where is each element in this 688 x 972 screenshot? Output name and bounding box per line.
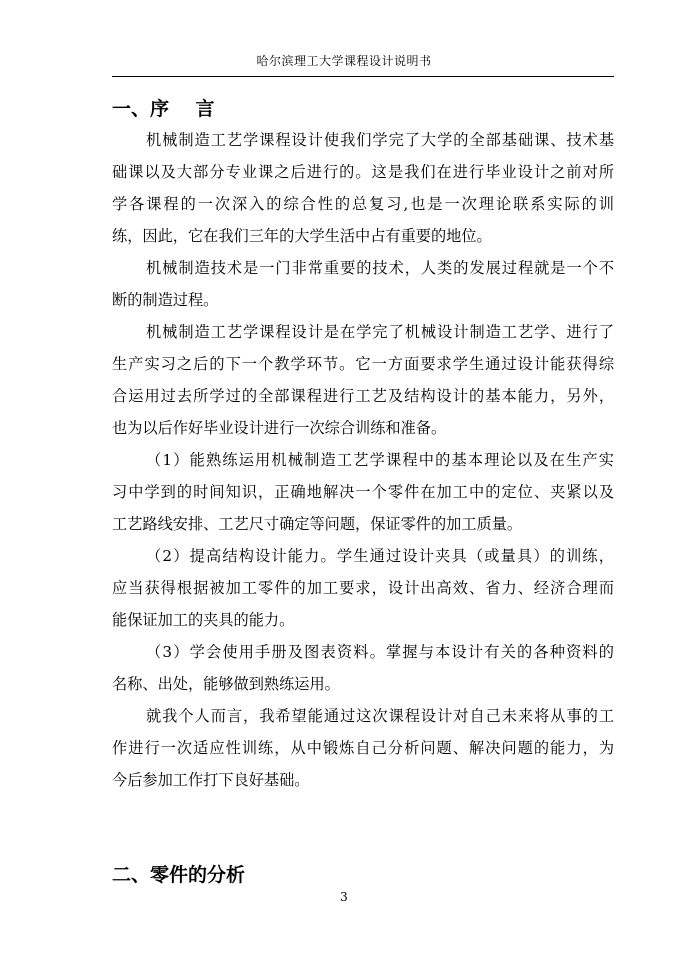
body-text-line: 作进行一次适应性训练，从中锻炼自己分析问题、解决问题的能力，为	[112, 739, 614, 757]
body-text-line: 也为以后作好毕业设计进行一次综合训练和准备。	[112, 419, 447, 437]
section-heading-part-analysis: 二、零件的分析	[112, 864, 246, 886]
body-text-line: 能保证加工的夹具的能力。	[112, 611, 295, 629]
body-text-line: 习中学到的时间知识，正确地解决一个零件在加工中的定位、夹紧以及	[112, 483, 614, 501]
page-number: 3	[340, 890, 348, 904]
body-text-line: 应当获得根据被加工零件的加工要求，设计出高效、省力、经济合理而	[112, 579, 614, 597]
body-text-line: （3）学会使用手册及图表资料。掌握与本设计有关的各种资料的	[146, 643, 614, 661]
body-text-line: 练，因此，它在我们三年的大学生活中占有重要的地位。	[112, 227, 492, 245]
body-text-line: （2）提高结构设计能力。学生通过设计夹具（或量具）的训练，	[146, 547, 614, 565]
section-heading-preface: 一、序 言	[112, 98, 215, 120]
body-text-line: 就我个人而言，我希望能通过这次课程设计对自己未来将从事的工	[146, 707, 614, 725]
body-text-line: 合运用过去所学过的全部课程进行工艺及结构设计的基本能力，另外，	[112, 387, 614, 405]
body-text-line: 生产实习之后的下一个教学环节。它一方面要求学生通过设计能获得综	[112, 355, 614, 373]
body-text-line: （1）能熟练运用机械制造工艺学课程中的基本理论以及在生产实	[146, 451, 614, 469]
body-text-line: 今后参加工作打下良好基础。	[112, 771, 310, 789]
body-text-line: 机械制造技术是一门非常重要的技术，人类的发展过程就是一个不	[146, 259, 614, 277]
body-text-line: 名称、出处，能够做到熟练运用。	[112, 675, 340, 693]
body-text-line: 工艺路线安排、工艺尺寸确定等问题，保证零件的加工质量。	[112, 515, 523, 533]
body-text-line: 础课以及大部分专业课之后进行的。这是我们在进行毕业设计之前对所	[112, 163, 614, 181]
running-header: 哈尔滨理工大学课程设计说明书	[256, 54, 432, 68]
body-text-line: 机械制造工艺学课程设计使我们学完了大学的全部基础课、技术基	[146, 131, 614, 149]
body-text-line: 断的制造过程。	[112, 291, 219, 309]
body-text-line: 机械制造工艺学课程设计是在学完了机械设计制造工艺学、进行了	[146, 323, 614, 341]
header-rule	[112, 76, 614, 77]
body-text-line: 学各课程的一次深入的综合性的总复习,也是一次理论联系实际的训	[112, 195, 614, 213]
